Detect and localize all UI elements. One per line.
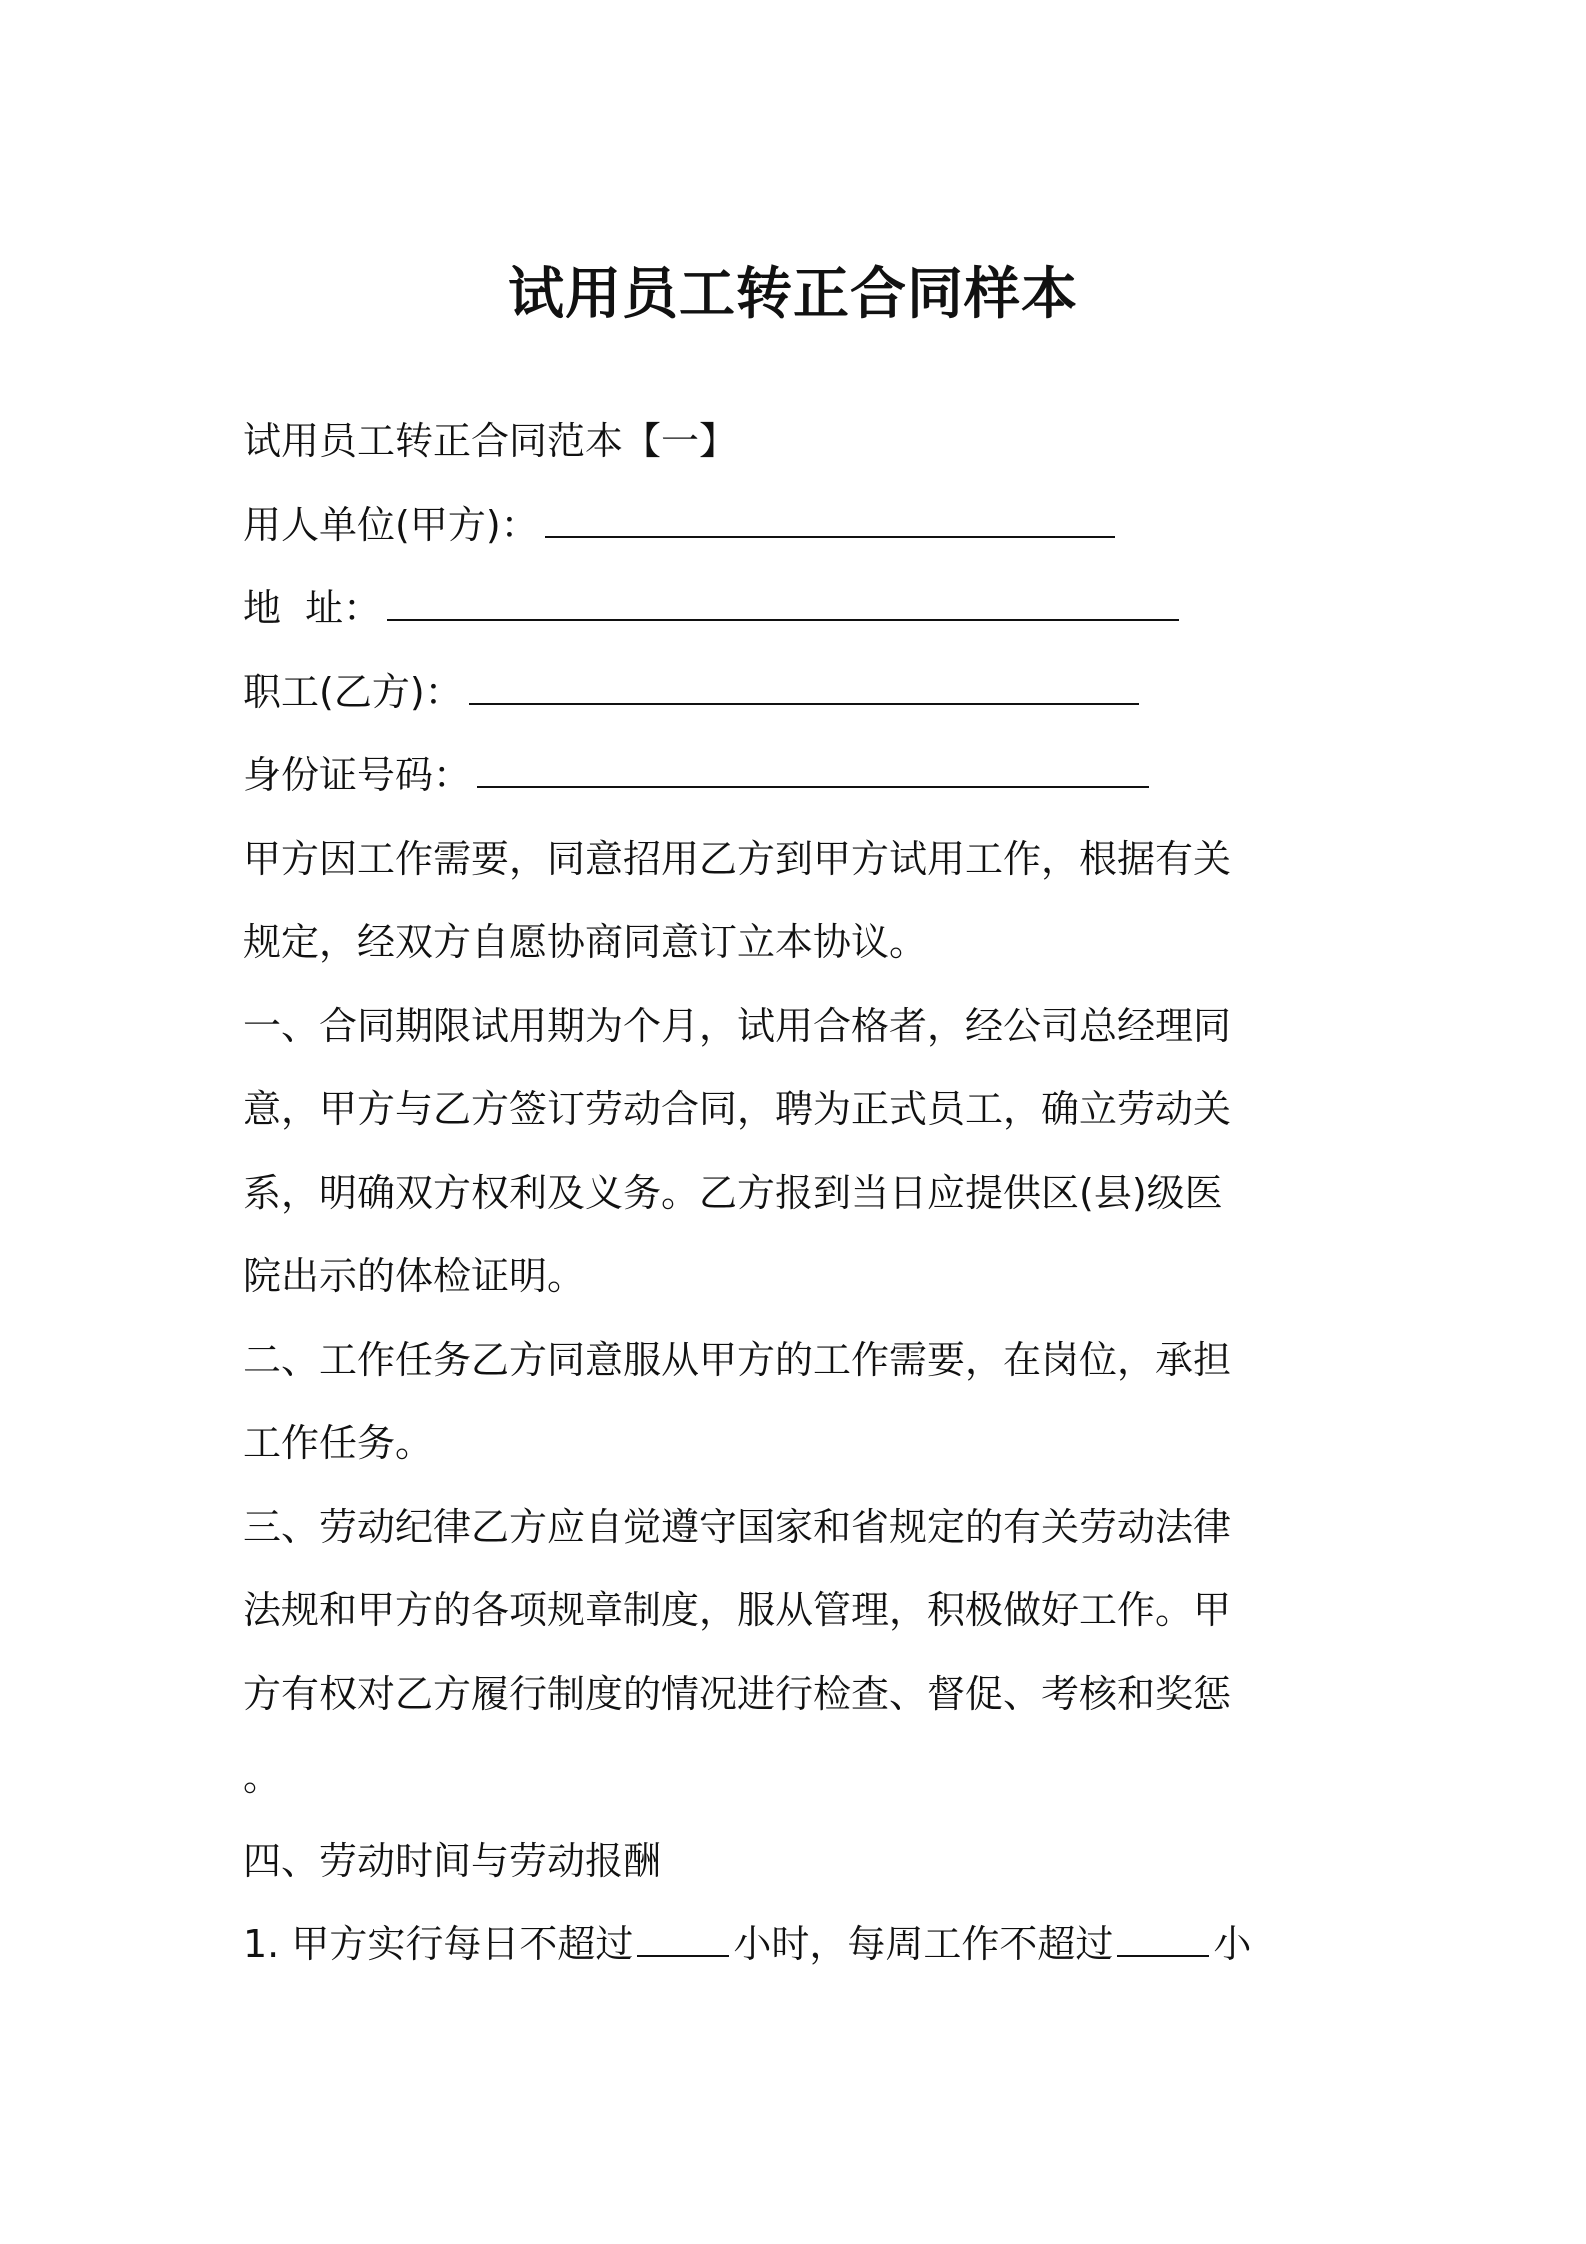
section-3-labor-discipline [243, 1486, 1360, 1820]
item-1-part-1: 1. 甲方实行每日不超过 [243, 1922, 634, 1966]
item-1-part-3: 小 [1213, 1922, 1252, 1966]
paragraph-line: 甲方因工作需要，同意招用乙方到甲方试用工作，根据有关 [243, 836, 1232, 881]
section-4-heading: 四、劳动时间与劳动报酬 [243, 1838, 662, 1883]
item-1-part-2: 小时，每周工作不超过 [733, 1922, 1114, 1966]
paragraph-line: 方有权对乙方履行制度的情况进行检查、督促、考核和奖惩 [243, 1671, 1232, 1716]
paragraph-line: 系，明确双方权利及义务。乙方报到当日应提供区(县)级医 [243, 1170, 1223, 1215]
hours-per-week-blank [1117, 1915, 1209, 1957]
field-id-number-label: 身份证号码： [243, 753, 472, 797]
field-id-number [243, 734, 1360, 818]
section-2-work-tasks [243, 1319, 1360, 1486]
intro-paragraph [243, 818, 1360, 985]
section-1-contract-term [243, 985, 1360, 1319]
field-employer [243, 484, 1360, 568]
field-employer-blank [545, 490, 1115, 538]
paragraph-line: 工作任务。 [243, 1421, 434, 1465]
field-id-number-blank [477, 740, 1149, 788]
hours-per-day-blank [637, 1915, 729, 1957]
section-4-item-1 [243, 1903, 1360, 1987]
field-employer-label: 用人单位(甲方)： [243, 502, 539, 547]
document-title: 试用员工转正合同样本 [508, 262, 1078, 327]
paragraph-line: 规定，经双方自愿协商同意订立本协议。 [243, 920, 928, 964]
paragraph-line: 院出示的体检证明。 [243, 1254, 586, 1298]
paragraph-line: 。 [243, 1755, 282, 1799]
field-address-blank [387, 573, 1179, 621]
paragraph-line: 法规和甲方的各项规章制度，服从管理，积极做好工作。甲 [243, 1588, 1232, 1632]
paragraph-line: 意，甲方与乙方签订劳动合同，聘为正式员工，确立劳动关 [243, 1087, 1232, 1131]
document-body [243, 400, 1360, 1987]
field-employee-label: 职工(乙方)： [243, 669, 463, 714]
contract-subtitle: 试用员工转正合同范本【一】 [243, 419, 738, 463]
field-address-label: 地 址： [243, 586, 382, 630]
field-employee-blank [469, 657, 1139, 705]
paragraph-line: 三、劳动纪律乙方应自觉遵守国家和省规定的有关劳动法律 [243, 1504, 1232, 1549]
paragraph-line: 一、合同期限试用期为个月，试用合格者，经公司总经理同 [243, 1003, 1232, 1048]
field-employee [243, 651, 1360, 735]
field-address [243, 567, 1360, 651]
paragraph-line: 二、工作任务乙方同意服从甲方的工作需要，在岗位，承担 [243, 1337, 1232, 1382]
